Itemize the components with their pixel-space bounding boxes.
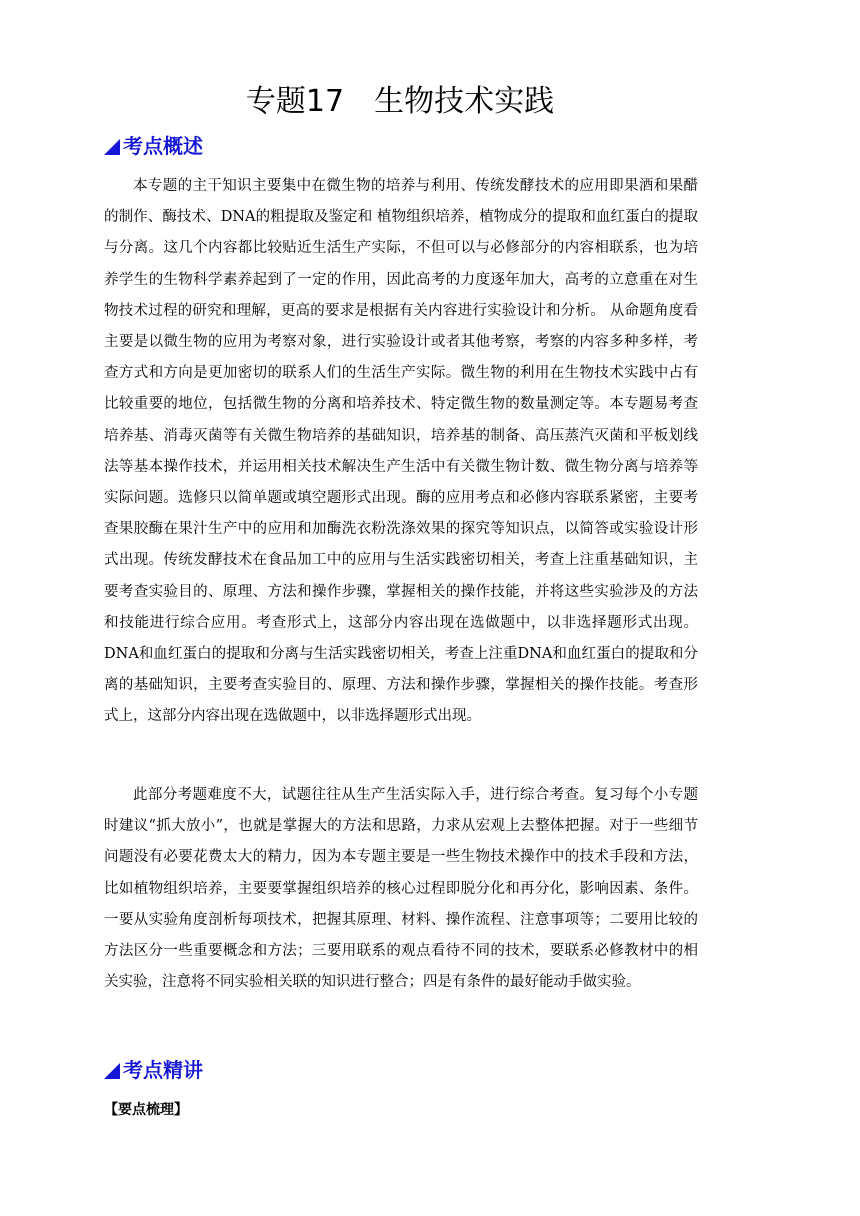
section-heading-label: 考点概述 bbox=[123, 134, 203, 158]
page-title: 专题17 生物技术实践 bbox=[245, 84, 555, 119]
overview-paragraph-1: 本专题的主干知识主要集中在微生物的培养与利用、传统发酵技术的应用即果酒和果醋的制作、酶技术、DNA的粗提取及鉴定和 植物组织培养，植物成分的提取和血红蛋白的提取与分离。这几个内容都比较贴近生活生产实际，不但可以与必修部分的内容相联系，也为培养学生的生物科学素养起到了一定的作用，因此高考的力度逐年加大，高考的立意重在对生物技术过程的研究和理解，更高的要求是根据有关内容进行实验设计和分析。 从命题角度看主要是以微生物的应用为考察对象，进行实验设计或者其他考察，考察的内容多种多样，考查方式和方向是更加密切的联系人们的生活生产实际。微生物的利用在生物技术实践中占有比较重要的地位，包括微生物的分离和培养技术、特定微生物的数量测定等。本专题易考查培养基、消毒灭菌等有关微生物培养的基础知识，培养基的制备、高压蒸汽灭菌和平板划线法等基本操作技术，并运用相关技术解决生产生活中有关微生物计数、微生物分离与培养等实际问题。选修只以简单题或填空题形式出现。酶的应用考点和必修内容联系紧密，主要考查果胶酶在果汁生产中的应用和加酶洗衣粉洗涤效果的探究等知识点，以简答或实验设计形式出现。传统发酵技术在食品加工中的应用与生活实践密切相关，考查上注重基础知识，主要考查实验目的、原理、方法和操作步骤，掌握相关的操作技能，并将这些实验涉及的方法和技能进行综合应用。考查形式上，这部分内容出现在选做题中，以非选择题形式出现。 DNA和血红蛋白的提取和分离与生活实践密切相关，考查上注重DNA和血红蛋白的提取和分离的基础知识，主要考查实验目的、原理、方法和操作步骤，掌握相关的操作技能。考查形式上，这部分内容出现在选做题中，以非选择题形式出现。 bbox=[104, 178, 698, 725]
key-points-subheading: 【要点梳理】 bbox=[104, 1102, 188, 1118]
section-heading-label: 考点精讲 bbox=[123, 1058, 203, 1082]
overview-paragraph-2: 此部分考题难度不大，试题往往从生产生活实际入手，进行综合考查。复习每个小专题时建议“抓大放小”，也就是掌握大的方法和思路，力求从宏观上去整体把握。对于一些细节问题没有必要花费太大的精力，因为本专题主要是一些生物技术操作中的技术手段和方法，比如植物组织培养，主要要掌握组织培养的核心过程即脱分化和再分化，影响因素、条件。一要从实验角度剖析每项技术，把握其原理、材料、操作流程、注意事项等；二要用比较的方法区分一些重要概念和方法；三要用联系的观点看待不同的技术，要联系必修教材中的相关实验，注意将不同实验相关联的知识进行整合；四是有条件的最好能动手做实验。 bbox=[104, 787, 698, 991]
section-heading-overview bbox=[104, 132, 203, 160]
section-heading-detail bbox=[104, 1056, 203, 1084]
triangle-icon bbox=[104, 1063, 120, 1079]
triangle-icon bbox=[104, 139, 120, 155]
